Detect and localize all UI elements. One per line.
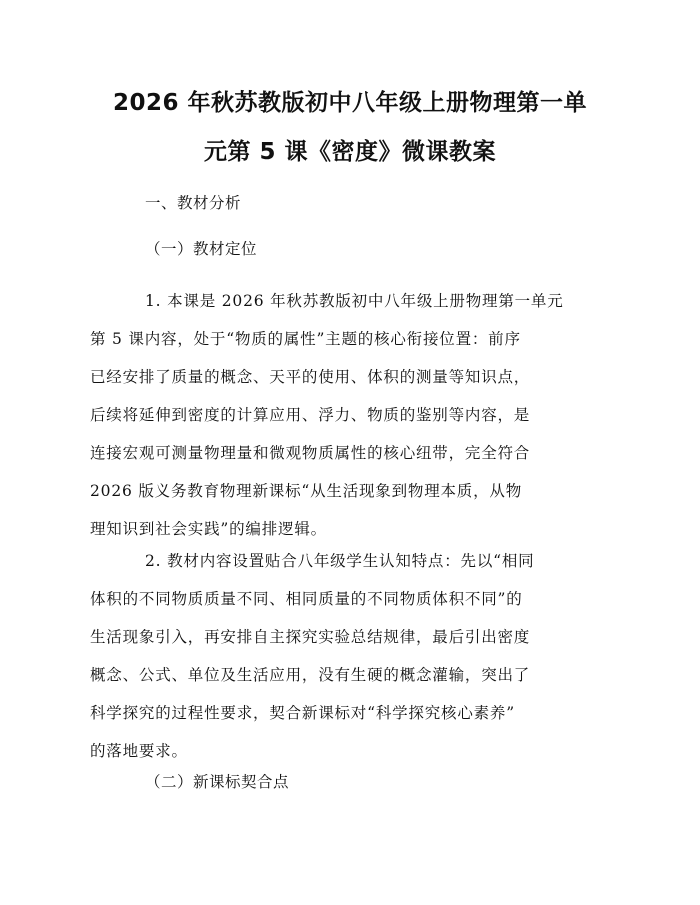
document-title-line-1: 2026 年秋苏教版初中八年级上册物理第一单 — [112, 90, 588, 116]
paragraph-2-line: 体积的不同物质质量不同、相同质量的不同物质体积不同”的 — [90, 590, 523, 608]
paragraph-1-line: 理知识到社会实践”的编排逻辑。 — [90, 520, 327, 538]
paragraph-1-line: 1. 本课是 2026 年秋苏教版初中八年级上册物理第一单元 — [145, 292, 564, 310]
paragraph-1-line: 连接宏观可测量物理量和微观物质属性的核心纽带，完全符合 — [90, 444, 531, 462]
paragraph-1-line: 2026 版义务教育物理新课标“从生活现象到物理本质，从物 — [90, 482, 522, 500]
section-heading-textbook-analysis: 一、教材分析 — [145, 194, 242, 212]
paragraph-1-line: 第 5 课内容，处于“物质的属性”主题的核心衔接位置：前序 — [90, 330, 521, 348]
paragraph-2-line: 生活现象引入，再安排自主探究实验总结规律，最后引出密度 — [90, 628, 531, 646]
paragraph-2-line: 2. 教材内容设置贴合八年级学生认知特点：先以“相同 — [145, 552, 535, 570]
subsection-heading-curriculum-alignment: （二）新课标契合点 — [145, 773, 290, 791]
paragraph-1-line: 已经安排了质量的概念、天平的使用、体积的测量等知识点， — [90, 368, 531, 386]
subsection-heading-textbook-positioning: （一）教材定位 — [145, 240, 258, 258]
paragraph-2-line: 概念、公式、单位及生活应用，没有生硬的概念灌输，突出了 — [90, 666, 531, 684]
paragraph-2 — [90, 542, 610, 770]
paragraph-1-line: 后续将延伸到密度的计算应用、浮力、物质的鉴别等内容，是 — [90, 406, 531, 424]
paragraph-2-line: 的落地要求。 — [90, 742, 188, 760]
paragraph-2-line: 科学探究的过程性要求，契合新课标对“科学探究核心素养” — [90, 704, 515, 722]
paragraph-1 — [90, 282, 610, 548]
document-title-line-2: 元第 5 课《密度》微课教案 — [203, 139, 497, 165]
